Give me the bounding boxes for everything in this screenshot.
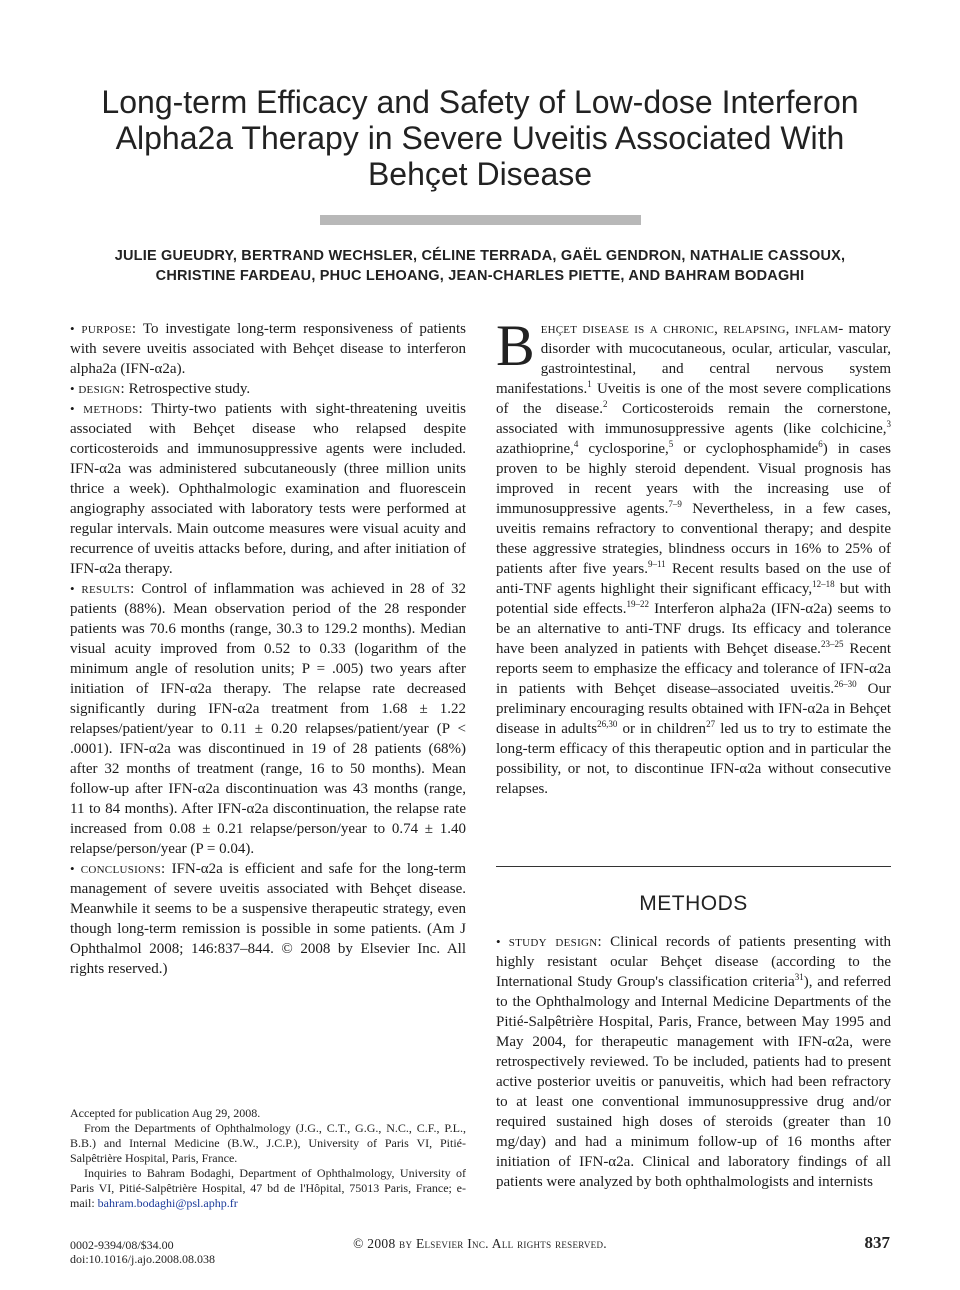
intro-text: Corticosteroids remain the cornerstone, associated with immunosuppressive agents (like colchicine, — [496, 401, 891, 437]
intro-paragraph — [496, 313, 892, 799]
conclusions-label: conclusions: — [80, 861, 166, 877]
intro-text: led us to try to estimate the long-term efficacy of this therapeutic option and in particular the possibility, or not, to discontinue IFN-α2a without consecutive relapses. — [496, 721, 891, 797]
intro-lead: ehçet disease is a chronic, relapsing, inflam- — [540, 321, 844, 337]
intro-text: Recent reports seem to emphasize the efficacy and tolerance of IFN-α2a in patients with Behçet disease–associated uveitis. — [496, 641, 891, 697]
intro-text: or in children — [617, 721, 707, 737]
footnotes — [70, 1106, 466, 1211]
affiliation-note: From the Departments of Ophthalmology (J.G., C.T., G.G., N.C., C.F., P.L., B.B.) and Internal Medicine (B.W., J.C.P.), University of Paris VI, Pitié-Salpêtrière Hospital, Paris, France. — [70, 1121, 466, 1165]
authors-line-1: JULIE GUEUDRY, BERTRAND WECHSLER, CÉLINE TERRADA, GAËL GENDRON, NATHALIE CASSOUX, — [114, 248, 846, 264]
doi: doi:10.1016/j.ajo.2008.08.038 — [70, 1252, 215, 1266]
citation: 12–18 — [812, 579, 835, 589]
methods-text: Thirty-two patients with sight-threatening uveitis associated with Behçet disease who relapsed despite corticosteroids and immunosuppressive agents were included. IFN-α2a was administered subcutaneously (three million units thrice a week). Ophthalmologic examination and fluorescein angiography associated with laboratory tests were performed at regular intervals. Main outcome measures were visual acuity and recurrence of uveitis attacks before, during, and after initiation of IFN-α2a therapy. — [70, 401, 467, 577]
drop-cap: B — [496, 313, 535, 378]
abstract-results — [70, 579, 466, 859]
authors-line-2: CHRISTINE FARDEAU, PHUC LEHOANG, JEAN-CHARLES PIETTE, AND BAHRAM BODAGHI — [155, 268, 805, 284]
intro-text: Interferon alpha2a (IFN-α2a) seems to be an alternative to anti-TNF drugs. Its efficacy and tolerance have been analyzed in patients with Behçet disease. — [496, 601, 891, 657]
design-label: design: — [78, 381, 125, 397]
intro-text: Recent results based on the use of anti-TNF agents highlight their significant efficacy, — [496, 561, 891, 597]
citation: 19–22 — [626, 599, 649, 609]
design-text: Retrospective study. — [128, 381, 251, 397]
citation: 23–25 — [820, 639, 844, 649]
citation: 1 — [587, 379, 592, 389]
email-link[interactable]: bahram.bodaghi@psl.aphp.fr — [97, 1196, 238, 1210]
inquiries-text: Inquiries to Bahram Bodaghi, Department of Ophthalmology, University of Paris VI, Pitié-Salpêtrière Hospital, 47 bd de l'Hôpital, 75013 Paris, France; e-mail: — [70, 1166, 466, 1210]
intro-text: Uveitis is one of the most severe complications of the disease. — [496, 381, 891, 417]
intro-text: Our preliminary encouraging results obtained with IFN-α2a in Behçet disease in adults — [496, 681, 892, 737]
abstract — [70, 319, 466, 979]
intro-text: ) in cases proven to be highly steroid dependent. Visual prognosis has improved in recent years with the increasing use of immunosuppressive agents. — [496, 441, 892, 517]
methods-body: Clinical records of patients presenting with highly resistant ocular Behçet disease (according to the International Study Group's classification criteria — [496, 934, 892, 990]
study-design-label: study design: — [508, 934, 602, 950]
citation: 26,30 — [597, 719, 618, 729]
intro-text: matory disorder with mucocutaneous, ocular, articular, vascular, gastrointestinal, and central nervous system manifestations. — [496, 321, 891, 397]
methods-label: methods: — [83, 401, 143, 417]
copyright-line: © 2008 by Elsevier Inc. All rights reserved. — [353, 1236, 607, 1251]
intro-text: Nevertheless, in a few cases, uveitis remains refractory to conventional therapy; and despite these aggressive strategies, blindness occurs in 16% to 25% of patients after five years. — [496, 501, 891, 577]
section-divider — [496, 866, 891, 867]
citation: 5 — [668, 439, 674, 449]
results-text: Control of inflammation was achieved in 28 of 32 patients (88%). Mean observation period of the 28 responder patients was 70.6 months (range, 30.3 to 129.2 months). Median visual acuity improved from 0.52 to 0.33 (logarithm of the minimum angle of resolution units; P = .005) two years after initiation of IFN-α2a therapy. The relapse rate decreased significantly during IFN-α2a treatment from 1.68 ± 1.22 relapses/patient/year to 0.11 ± 0.20 relapses/patient/year (P < .0001). IFN-α2a was discontinued in 19 of 28 patients (68%) after 32 months of treatment (range, 16 to 50 months). Mean follow-up after IFN-α2a discontinuation was 43 months (range, 11 to 84 months). After IFN-α2a discontinuation, the relapse rate increased from 0.08 ± 0.21 relapse/person/year to 0.74 ± 1.40 relapse/person/year (P = 0.04). — [70, 581, 466, 857]
conclusions-text: IFN-α2a is efficient and safe for the long-term management of severe uveitis associated with Behçet disease. Meanwhile it seems to be a suspensive therapeutic strategy, even though long-term remission is possible in some patients. (Am J Ophthalmol 2008; 146:837–844. © 2008 by Elsevier Inc. All rights reserved.) — [70, 861, 467, 977]
bullet-icon: • — [70, 321, 75, 336]
accepted-note: Accepted for publication Aug 29, 2008. — [70, 1106, 261, 1120]
purpose-label: purpose: — [81, 321, 137, 337]
footer-identifiers — [70, 1238, 215, 1266]
intro-text: or cyclophosphamide — [673, 441, 819, 457]
abstract-methods — [70, 399, 466, 579]
citation: 4 — [573, 439, 579, 449]
citation: 3 — [886, 419, 891, 429]
inquiries-note — [70, 1166, 466, 1211]
citation: 7–9 — [668, 499, 682, 509]
results-label: results: — [81, 581, 135, 597]
methods-body: ), and referred to the Ophthalmology and Internal Medicine Departments of the Pitié-Salpêtrière Hospital, Paris, France, between May 1995 and May 2004, for therapeutic management with IFN-α2a, were retrospectively reviewed. To be included, patients had to present active posterior uveitis or panuveitis, which had been refractory to at least one conventional immunosuppressive drug and/or required sustained high doses of steroids (greater than 10 mg/day) and had a minimum follow-up of 16 months after initiation of IFN-α2a. Clinical and laboratory findings of all patients were analyzed by both ophthalmologists and internists — [496, 974, 891, 1190]
title-divider — [320, 215, 641, 225]
article-title: Long-term Efficacy and Safety of Low-dose Interferon Alpha2a Therapy in Severe Uveitis Associated With Behçet Disease — [101, 84, 859, 192]
purpose-text: To investigate long-term responsiveness of patients with severe uveitis associated with Behçet disease to interferon alpha2a (IFN-α2a). — [70, 321, 466, 377]
abstract-design — [70, 379, 466, 399]
bullet-icon: • — [70, 381, 75, 396]
bullet-icon: • — [70, 401, 75, 416]
citation: 31 — [794, 972, 804, 982]
intro-text: cyclosporine, — [578, 441, 669, 457]
methods-paragraph — [496, 932, 891, 1192]
citation: 27 — [706, 719, 716, 729]
citation: 6 — [818, 439, 823, 449]
abstract-conclusions — [70, 859, 466, 979]
abstract-purpose — [70, 319, 466, 379]
citation: 2 — [602, 399, 608, 409]
author-list — [80, 246, 880, 286]
intro-text: azathioprine, — [496, 441, 574, 457]
bullet-icon: • — [496, 934, 501, 949]
methods-heading: METHODS — [639, 892, 748, 915]
citation: 9–11 — [647, 559, 666, 569]
bullet-icon: • — [70, 861, 75, 876]
issn-price: 0002-9394/08/$34.00 — [70, 1238, 174, 1252]
introduction — [496, 313, 892, 799]
bullet-icon: • — [70, 581, 75, 596]
page-number: 837 — [864, 1233, 890, 1252]
citation: 26–30 — [834, 679, 857, 689]
intro-text: but with potential side effects. — [496, 581, 891, 617]
